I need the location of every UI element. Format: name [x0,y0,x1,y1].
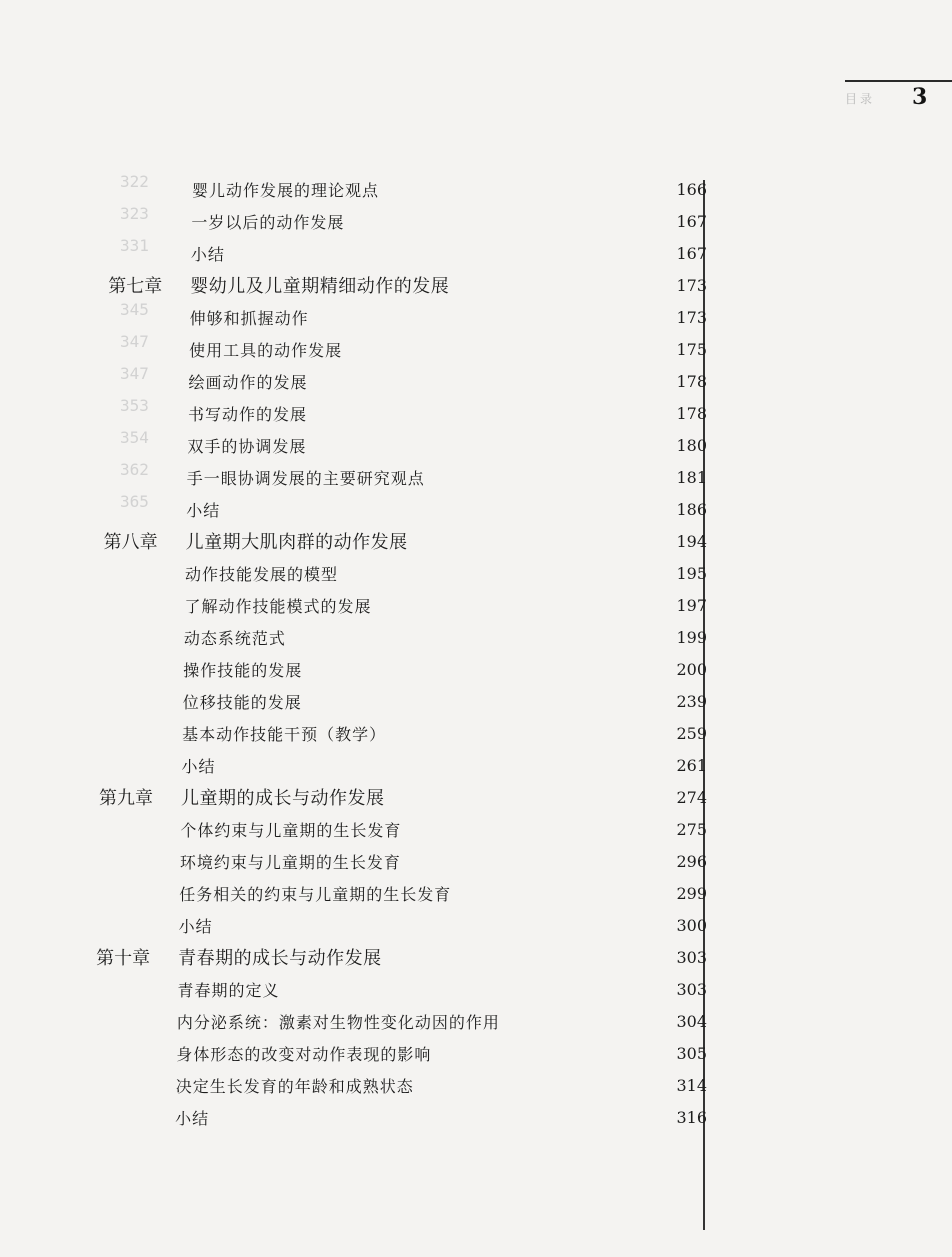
page-ref: 173 [676,308,707,327]
toc-section-entry [0,590,707,618]
toc-section-entry [0,718,707,746]
page-ref: 200 [676,660,707,679]
toc-section-entry [0,686,707,714]
toc-section-entry [0,430,707,458]
section-title: 操作技能的发展 [183,661,303,680]
section-title: 动作技能发展的模型 [185,565,339,584]
page-ref: 175 [676,340,707,359]
toc-section-entry [0,910,707,938]
toc-chapter-entry [0,942,707,970]
section-title: 小结 [190,245,225,264]
toc-section-entry [0,398,707,426]
page-number: 3 [912,84,928,110]
chapter-title: 儿童期大肌肉群的动作发展 [185,532,408,553]
toc-section-entry [0,654,707,682]
page-ref: 275 [676,820,707,839]
toc-section-entry [0,334,707,362]
section-title: 小结 [175,1109,210,1128]
page-ref: 300 [676,916,707,935]
chapter-title: 青春期的成长与动作发展 [178,948,382,969]
page-ref: 304 [676,1012,707,1031]
page-ref: 178 [676,372,707,391]
page-ref: 166 [676,180,707,199]
toc-section-entry [0,1006,707,1034]
toc-section-entry [0,1070,707,1098]
page-ref: 173 [676,276,707,295]
toc-section-entry [0,814,707,842]
section-title: 了解动作技能模式的发展 [184,597,372,616]
toc-section-entry [0,366,707,394]
section-title: 任务相关的约束与儿童期的生长发育 [179,885,452,904]
bleed-through: 347 [120,332,149,351]
page-ref: 167 [676,212,707,231]
bleed-through: 353 [120,396,149,415]
bleed-through: 331 [120,236,149,255]
page-ref: 261 [676,756,707,775]
page-ref: 296 [676,852,707,871]
running-title: 目录 [845,92,876,106]
toc-chapter-entry [0,526,707,554]
bleed-through: 322 [120,172,149,191]
toc-section-entry [0,750,707,778]
bleed-through: 354 [120,428,149,447]
toc-section-entry [0,1102,707,1130]
header-rule [845,80,952,82]
page-ref: 274 [676,788,707,807]
bleed-through: 362 [120,460,149,479]
toc-section-entry [0,622,707,650]
toc-section-entry [0,238,707,266]
bleed-through: 347 [120,364,149,383]
section-title: 个体约束与儿童期的生长发育 [180,821,402,840]
page-ref: 180 [676,436,707,455]
section-title: 动态系统范式 [183,629,286,648]
section-title: 小结 [181,757,216,776]
section-title: 基本动作技能干预（教学） [182,725,387,744]
section-title: 决定生长发育的年龄和成熟状态 [175,1077,414,1096]
chapter-number: 第十章 [96,948,151,969]
section-title: 绘画动作的发展 [188,373,308,392]
page-ref: 197 [676,596,707,615]
chapter-title: 儿童期的成长与动作发展 [180,788,385,809]
section-title: 小结 [186,501,221,520]
page-ref: 194 [676,532,707,551]
toc-section-entry [0,878,707,906]
section-title: 伸够和抓握动作 [189,309,309,328]
chapter-title: 婴幼儿及儿童期精细动作的发展 [190,276,450,297]
section-title: 使用工具的动作发展 [189,341,343,360]
section-title: 手一眼协调发展的主要研究观点 [186,469,425,488]
page-ref: 299 [676,884,707,903]
page-ref: 181 [676,468,707,487]
page-ref: 167 [676,244,707,263]
toc-section-entry [0,174,707,202]
page-ref: 195 [676,564,707,583]
toc-section-entry [0,462,707,490]
bleed-through: 345 [120,300,149,319]
toc-section-entry [0,302,707,330]
section-title: 婴儿动作发展的理论观点 [192,181,380,200]
toc-chapter-entry [0,270,707,298]
chapter-number: 第八章 [103,532,158,553]
page-ref: 199 [676,628,707,647]
toc-chapter-entry [0,782,707,810]
toc-section-entry [0,1038,707,1066]
page-ref: 239 [676,692,707,711]
section-title: 小结 [178,917,213,936]
toc-section-entry [0,558,707,586]
chapter-number: 第九章 [98,788,153,809]
page-ref: 186 [676,500,707,519]
page-ref: 259 [676,724,707,743]
section-title: 书写动作的发展 [187,405,307,424]
bleed-through: 365 [120,492,149,511]
section-title: 青春期的定义 [177,981,280,1000]
page-ref: 178 [676,404,707,423]
toc-section-entry [0,206,707,234]
page-ref: 316 [676,1108,707,1127]
page-ref: 305 [676,1044,707,1063]
section-title: 身体形态的改变对动作表现的影响 [176,1045,432,1064]
toc-section-entry [0,846,707,874]
section-title: 内分泌系统：激素对生物性变化动因的作用 [176,1013,500,1032]
toc-section-entry [0,974,707,1002]
page-ref: 303 [676,948,707,967]
section-title: 一岁以后的动作发展 [191,213,345,232]
bleed-through: 323 [120,204,149,223]
chapter-number: 第七章 [108,276,163,297]
page-ref: 314 [676,1076,707,1095]
toc-section-entry [0,494,707,522]
section-title: 位移技能的发展 [182,693,302,712]
page-ref: 303 [676,980,707,999]
section-title: 环境约束与儿童期的生长发育 [179,853,401,872]
section-title: 双手的协调发展 [187,437,307,456]
